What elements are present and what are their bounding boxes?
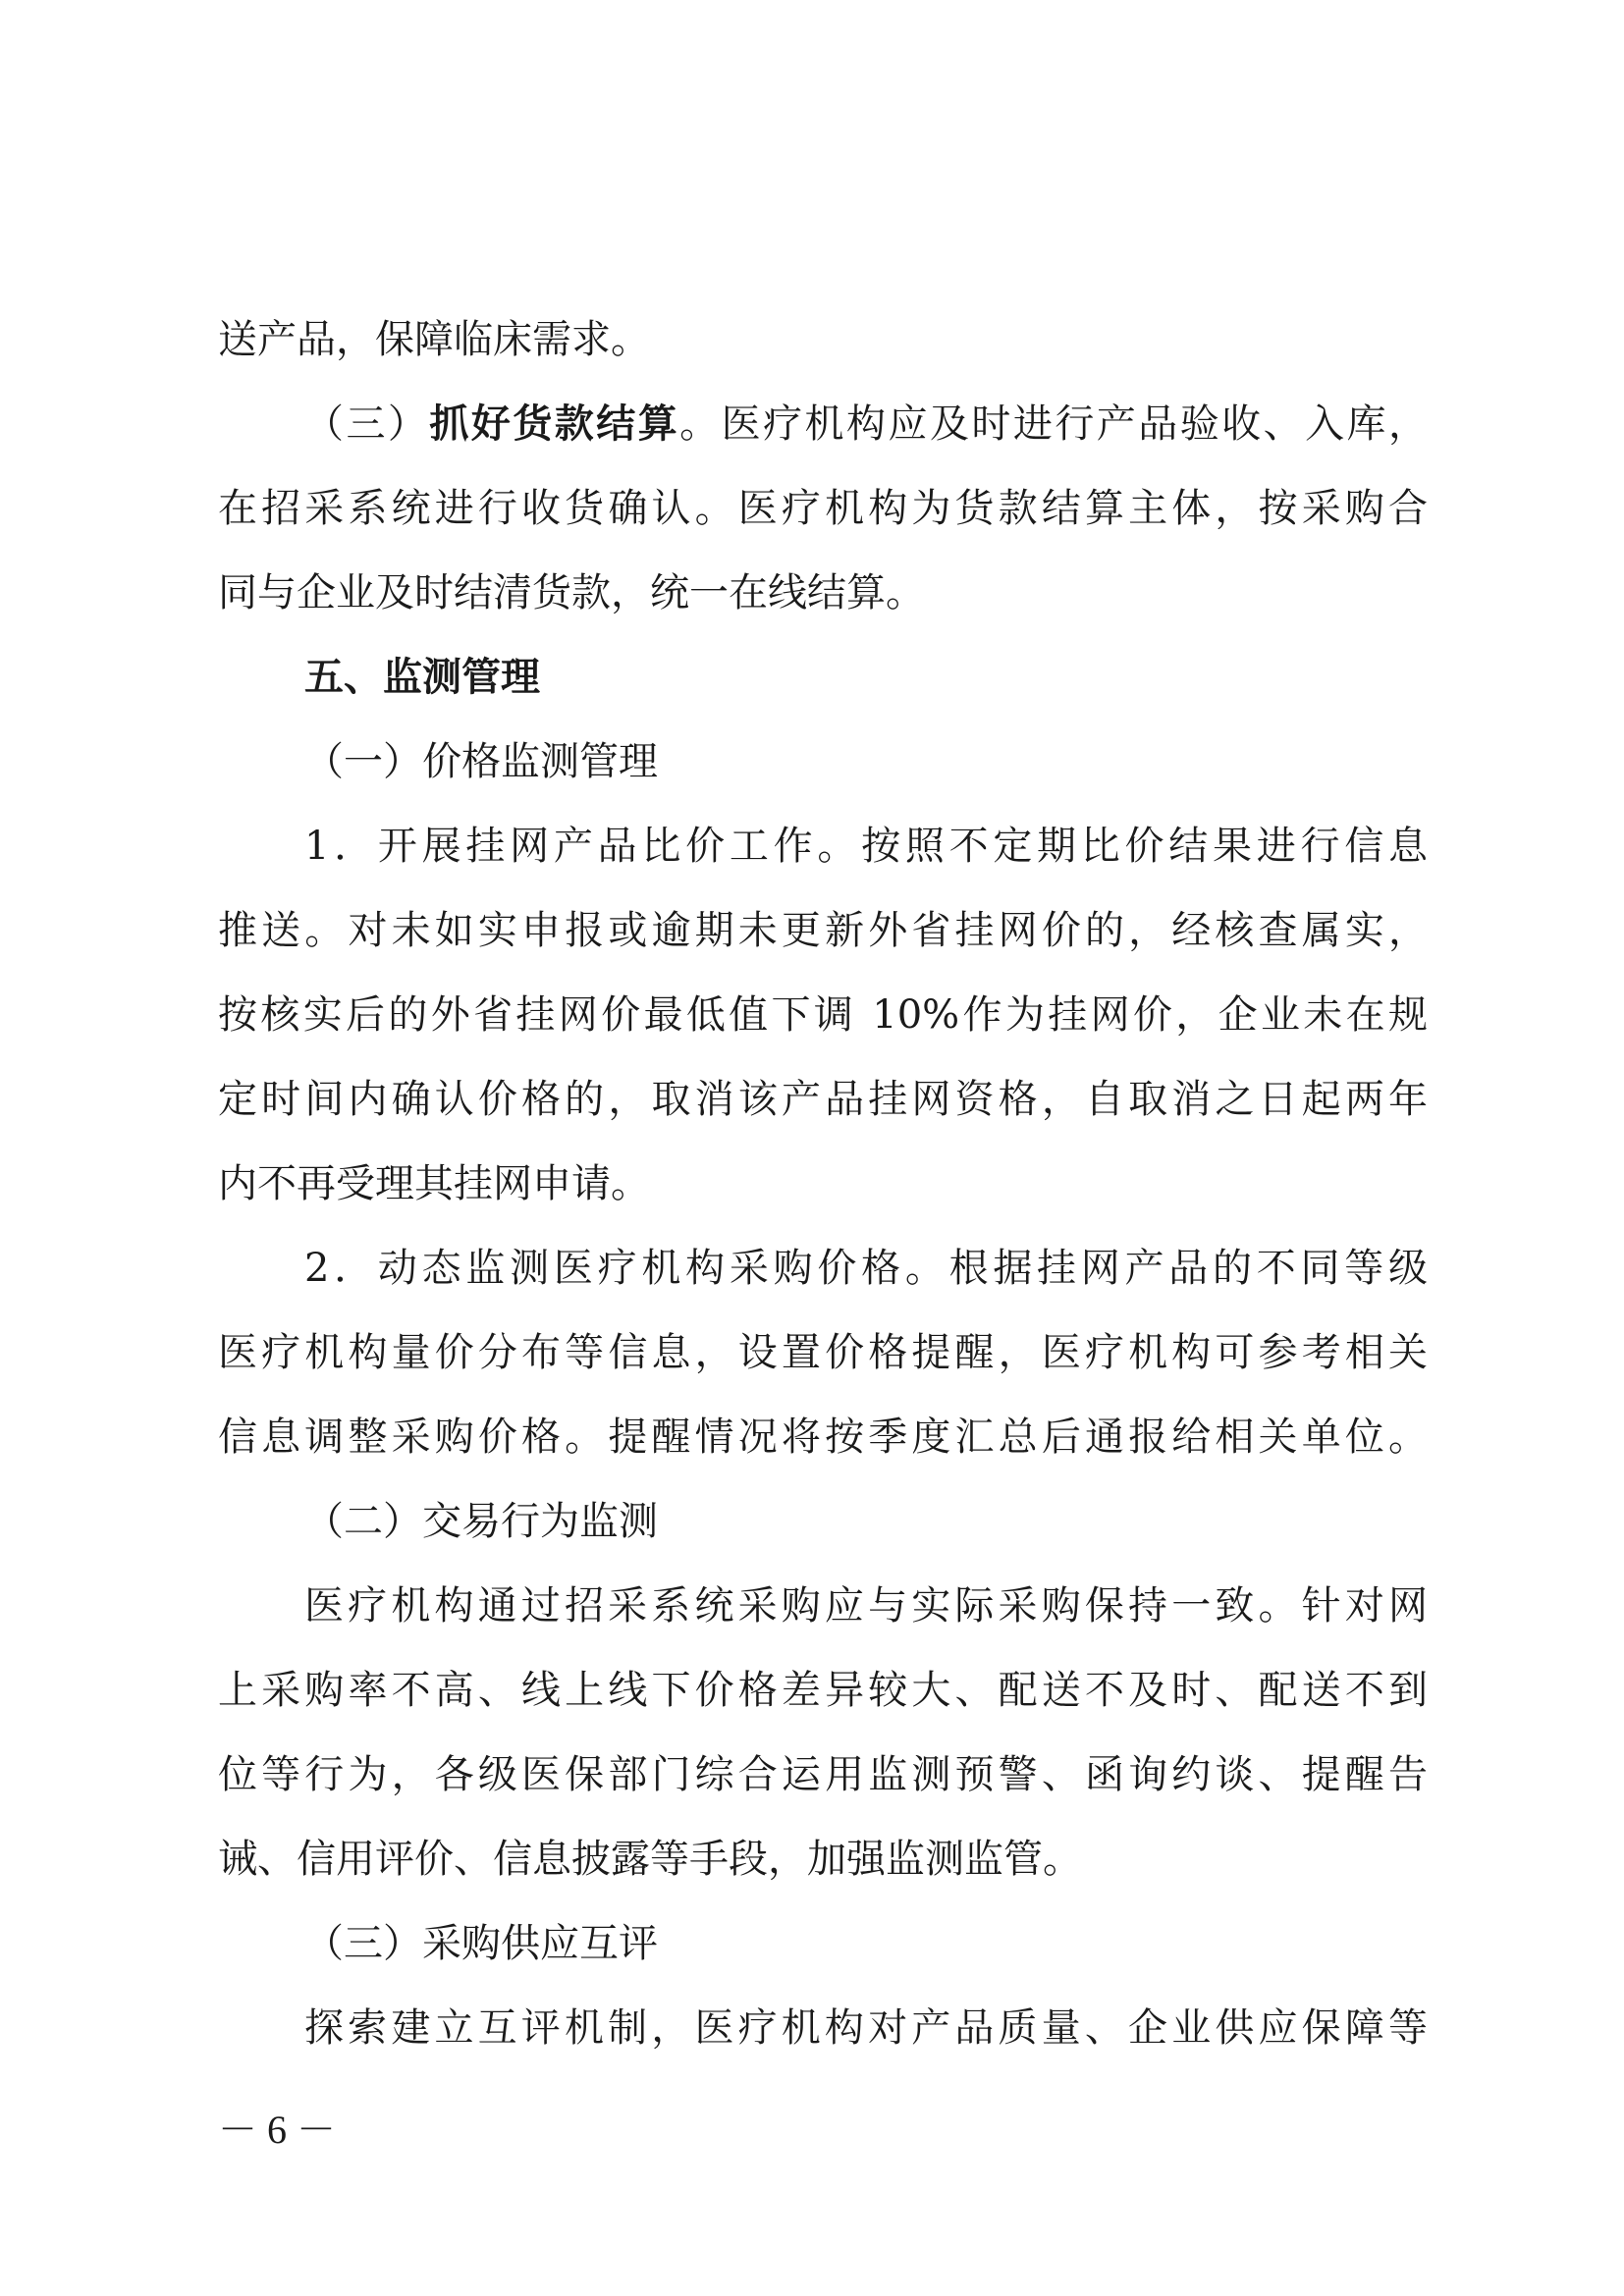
paragraph-line: 上采购率不高、线上线下价格差异较大、配送不及时、配送不到 <box>218 1668 1428 1713</box>
paragraph-line: 送产品，保障临床需求。 <box>218 317 650 362</box>
paragraph-line: 内不再受理其挂网申请。 <box>218 1161 650 1206</box>
subsection-title: 抓好货款结算 <box>429 400 680 447</box>
page-body <box>218 297 1428 2070</box>
paragraph-line: 同与企业及时结清货款，统一在线结算。 <box>218 570 925 615</box>
paragraph-line: 2．动态监测医疗机构采购价格。根据挂网产品的不同等级 <box>304 1246 1428 1291</box>
paragraph-line: 按核实后的外省挂网价最低值下调 10%作为挂网价，企业未在规 <box>218 992 1428 1038</box>
paragraph-text: 。医疗机构应及时进行产品验收、入库， <box>679 401 1428 447</box>
subsection-number: （三） <box>304 401 430 447</box>
subsection-heading: （二）交易行为监测 <box>304 1499 658 1544</box>
paragraph-line: 在招采系统进行收货确认。医疗机构为货款结算主体，按采购合 <box>218 486 1428 531</box>
paragraph-line: 定时间内确认价格的，取消该产品挂网资格，自取消之日起两年 <box>218 1077 1428 1122</box>
paragraph-line: 推送。对未如实申报或逾期未更新外省挂网价的，经核查属实， <box>218 908 1428 953</box>
paragraph-line: 诫、信用评价、信息披露等手段，加强监测监管。 <box>218 1837 1082 1882</box>
paragraph-line: 医疗机构量价分布等信息，设置价格提醒，医疗机构可参考相关 <box>218 1330 1428 1375</box>
paragraph-line: 探索建立互评机制，医疗机构对产品质量、企业供应保障等 <box>304 2005 1428 2051</box>
subsection-heading: （一）价格监测管理 <box>304 739 658 784</box>
section-heading: 五、监测管理 <box>304 654 540 700</box>
paragraph-line: 1．开展挂网产品比价工作。按照不定期比价结果进行信息 <box>304 824 1428 869</box>
paragraph-line: 医疗机构通过招采系统采购应与实际采购保持一致。针对网 <box>304 1583 1428 1629</box>
paragraph-line <box>218 382 1428 466</box>
paragraph-line: 位等行为，各级医保部门综合运用监测预警、函询约谈、提醒告 <box>218 1752 1428 1797</box>
subsection-heading: （三）采购供应互评 <box>304 1921 658 1966</box>
page-number: － 6 － <box>218 2108 336 2152</box>
paragraph-line: 信息调整采购价格。提醒情况将按季度汇总后通报给相关单位。 <box>218 1415 1428 1460</box>
